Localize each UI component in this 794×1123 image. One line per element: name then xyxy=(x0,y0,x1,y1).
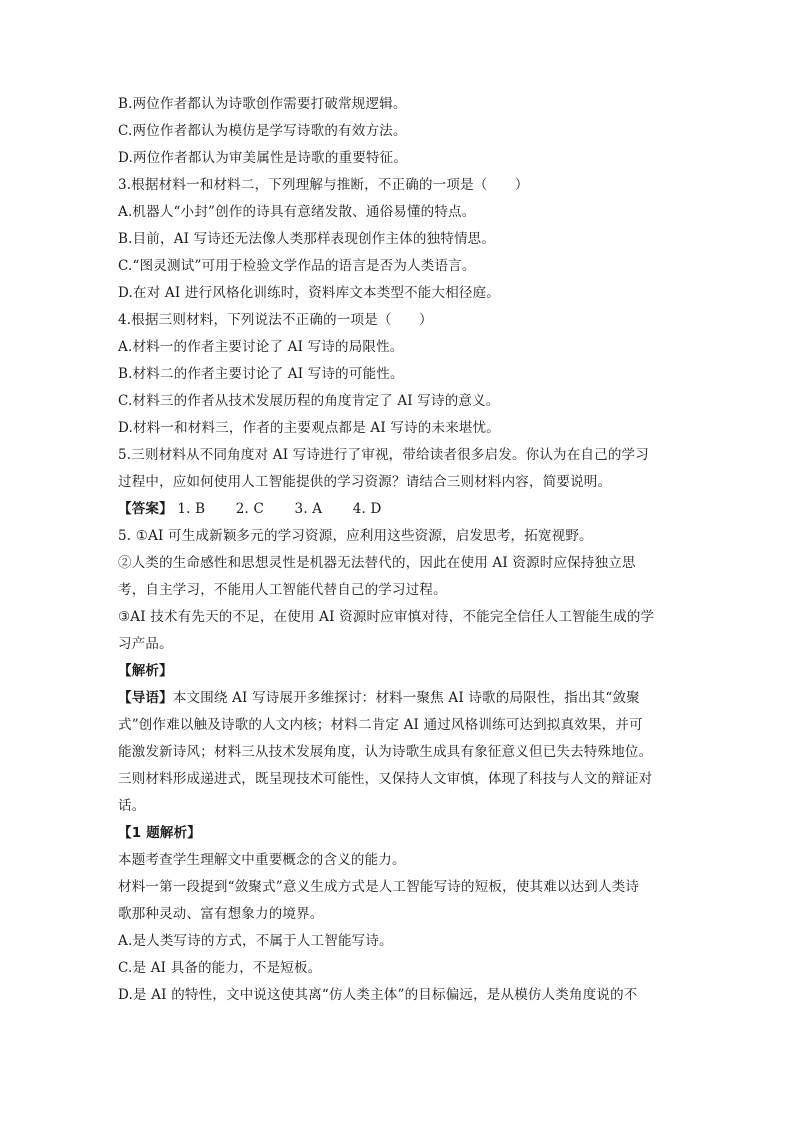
q3-option-c: C.“图灵测试”可用于检验文学作品的语言是否为人类语言。 xyxy=(118,258,476,274)
q3-option-b: B.目前，AI 写诗还无法像人类那样表现创作主体的独特情思。 xyxy=(118,231,496,247)
guide-text-1: 本文围绕 AI 写诗展开多维探讨：材料一聚焦 AI 诗歌的局限性，指出其“敛聚 xyxy=(172,690,640,706)
q2-option-d: D.两位作者都认为审美属性是诗歌的重要特征。 xyxy=(118,150,408,166)
q4-option-a: A.材料一的作者主要讨论了 AI 写诗的局限性。 xyxy=(118,339,404,355)
q4-stem: 4.根据三则材料，下列说法不正确的一项是（ ） xyxy=(118,312,433,328)
answer-2: 2. C xyxy=(235,501,265,517)
answer-4: 4. D xyxy=(352,501,382,517)
answer-3: 3. A xyxy=(294,501,323,517)
q3-stem: 3.根据材料一和材料二，下列理解与推断，不正确的一项是（ ） xyxy=(118,177,529,193)
q1-analysis-line-4: A.是人类写诗的方式，不属于人工智能写诗。 xyxy=(118,933,393,949)
q1-analysis-line-3: 歌那种灵动、富有想象力的境界。 xyxy=(118,906,324,922)
guide-line-4: 三则材料形成递进式，既呈现技术可能性，又保持人文审慎，体现了科技与人文的辩证对 xyxy=(118,771,653,787)
answer-key-row xyxy=(118,496,698,523)
q4-option-c: C.材料三的作者从技术发展历程的角度肯定了 AI 写诗的意义。 xyxy=(118,393,500,409)
q5-stem-line1: 5.三则材料从不同角度对 AI 写诗进行了审视，带给读者很多启发。你认为在自己的学习 xyxy=(118,447,649,463)
answer-tag: 【答案】 xyxy=(118,501,173,517)
guide-tag: 【导语】 xyxy=(118,690,173,706)
answer-5-line1: 5. ①AI 可生成新颖多元的学习资源，应利用这些资源，启发思考，拓宽视野。 xyxy=(118,528,593,544)
answer-5-line5: 习产品。 xyxy=(118,636,173,652)
guide-line-5: 话。 xyxy=(118,798,146,814)
q1-analysis-line-6: D.是 AI 的特性，文中说这使其离“仿人类主体”的目标偏远，是从模仿人类角度说的不 xyxy=(118,987,638,1003)
q5-stem-line2: 过程中，应如何使用人工智能提供的学习资源？请结合三则材料内容，简要说明。 xyxy=(118,474,612,490)
guide-line-1 xyxy=(118,685,698,712)
q1-analysis-line-2: 材料一第一段提到“敛聚式”意义生成方式是人工智能写诗的短板，使其难以达到人类诗 xyxy=(118,879,640,895)
q3-option-d: D.在对 AI 进行风格化训练时，资料库文本类型不能大相径庭。 xyxy=(118,285,500,301)
q1-analysis-line-5: C.是 AI 具备的能力，不是短板。 xyxy=(118,960,322,976)
q4-option-b: B.材料二的作者主要讨论了 AI 写诗的可能性。 xyxy=(118,366,404,382)
analysis-tag: 【解析】 xyxy=(118,663,173,679)
q4-option-d: D.材料一和材料三，作者的主要观点都是 AI 写诗的未来堪忧。 xyxy=(118,420,500,436)
q1-analysis-line-1: 本题考查学生理解文中重要概念的含义的能力。 xyxy=(118,852,406,868)
q2-option-c: C.两位作者都认为模仿是学写诗歌的有效方法。 xyxy=(118,123,407,139)
answer-5-line3: 考，自主学习，不能用人工智能代替自己的学习过程。 xyxy=(118,582,447,598)
q3-option-a: A.机器人“小封”创作的诗具有意绪发散、通俗易懂的特点。 xyxy=(118,204,476,220)
document-body xyxy=(118,91,698,1009)
q1-analysis-tag: 【1 题解析】 xyxy=(118,825,201,841)
answer-1: 1. B xyxy=(177,501,206,517)
answer-5-line2: ②人类的生命感性和思想灵性是机器无法替代的，因此在使用 AI 资源时应保持独立思 xyxy=(118,555,636,571)
q2-option-b: B.两位作者都认为诗歌创作需要打破常规逻辑。 xyxy=(118,96,407,112)
guide-line-3: 能激发新诗风；材料三从技术发展角度，认为诗歌生成具有象征意义但已失去特殊地位。 xyxy=(118,744,653,760)
guide-line-2: 式”创作难以触及诗歌的人文内核；材料二肯定 AI 通过风格训练可达到拟真效果，并可 xyxy=(118,717,643,733)
answer-5-line4: ③AI 技术有先天的不足，在使用 AI 资源时应审慎对待，不能完全信任人工智能生成的学 xyxy=(118,609,655,625)
